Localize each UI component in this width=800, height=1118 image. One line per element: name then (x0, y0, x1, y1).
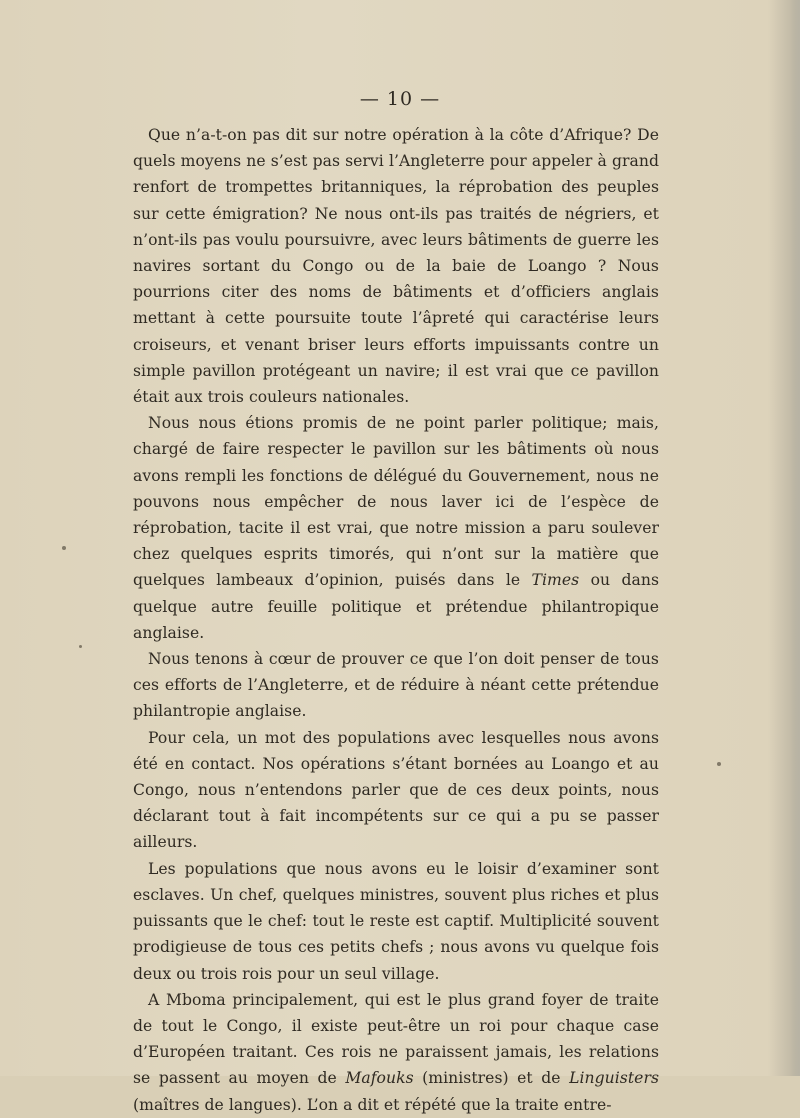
paragraph-text: (maîtres de langues). L’on a dit et répété que la traite entre- (133, 1095, 612, 1114)
italic-term-linguisters: Linguisters (569, 1069, 659, 1088)
body-text (133, 122, 659, 1118)
paragraph-text: Que n’a-t-on pas dit sur notre opération à la côte d’Afrique? De quels moyens ne s’est pas servi l’Angleterre pour appeler à grand renfort de trompettes britanniques, la réprobation des peuples sur cette émigration? Ne nous ont-ils pas traités de négriers, et n’ont-ils pas voulu poursuivre, avec leurs bâtiments de guerre les navires sortant du Congo ou de la baie de Loango ? Nous pourrions citer des noms de bâtiments et d’officiers anglais mettant à cette poursuite toute l’âpreté qui caractérise leurs croiseurs, et venant briser leurs efforts impuissants contre un simple pavillon protégeant un navire; il est vrai que ce pavillon était aux trois couleurs nationales. (133, 126, 659, 407)
paragraph-5 (133, 856, 659, 987)
paper-speck (79, 645, 82, 648)
page-number: — 10 — (359, 88, 441, 110)
paragraph-3 (133, 646, 659, 725)
paragraph-text: (ministres) et de (413, 1069, 570, 1088)
paper-speck (62, 546, 66, 550)
paragraph-4 (133, 725, 659, 856)
paragraph-text: ou dans quelque autre feuille politique et prétendue philantropique anglaise. (133, 571, 659, 642)
paper-speck (717, 762, 721, 766)
paragraph-text: Pour cela, un mot des populations avec lesquelles nous avons été en contact. Nos opérations s’étant bornées au Loango et au Congo, nous n’entendons parler que de ces deux points, nous déclarant tout à fait incompétents sur ce qui a pu se passer ailleurs. (133, 728, 659, 852)
paragraph-text: Les populations que nous avons eu le loisir d’examiner sont esclaves. Un chef, quelques ministres, souvent plus riches et plus puissants que le chef: tout le reste est captif. Multiplicité souvent prodigieuse de tous ces petits chefs ; nous avons vu quelque fois deux ou trois rois pour un seul village. (133, 859, 659, 983)
paragraph-text: A Mboma principalement, qui est le plus grand foyer de traite de tout le Congo, il existe peut-être un roi pour chaque case d’Européen traitant. Ces rois ne paraissent jamais, les relations se passent au moyen de (133, 990, 659, 1088)
paragraph-1 (133, 122, 659, 410)
italic-title-times: Times (531, 571, 580, 590)
paragraph-2 (133, 410, 659, 646)
italic-term-mafouks: Mafouks (345, 1069, 414, 1088)
page-edge (790, 0, 800, 1076)
paragraph-text: Nous nous étions promis de ne point parler politique; mais, chargé de faire respecter le pavillon sur les bâtiments où nous avons rempli les fonctions de délégué du Gouvernement, nous ne pouvons nous empêcher de nous laver ici de l’espèce de réprobation, tacite il est vrai, que notre mission a paru soulever chez quelques esprits timorés, qui n’ont sur la matière que quelques lambeaux d’opinion, puisés dans le (133, 414, 659, 590)
paragraph-6 (133, 987, 659, 1118)
paragraph-text: Nous tenons à cœur de prouver ce que l’on doit penser de tous ces efforts de l’Angleterre, et de réduire à néant cette prétendue philantropie anglaise. (133, 650, 659, 721)
